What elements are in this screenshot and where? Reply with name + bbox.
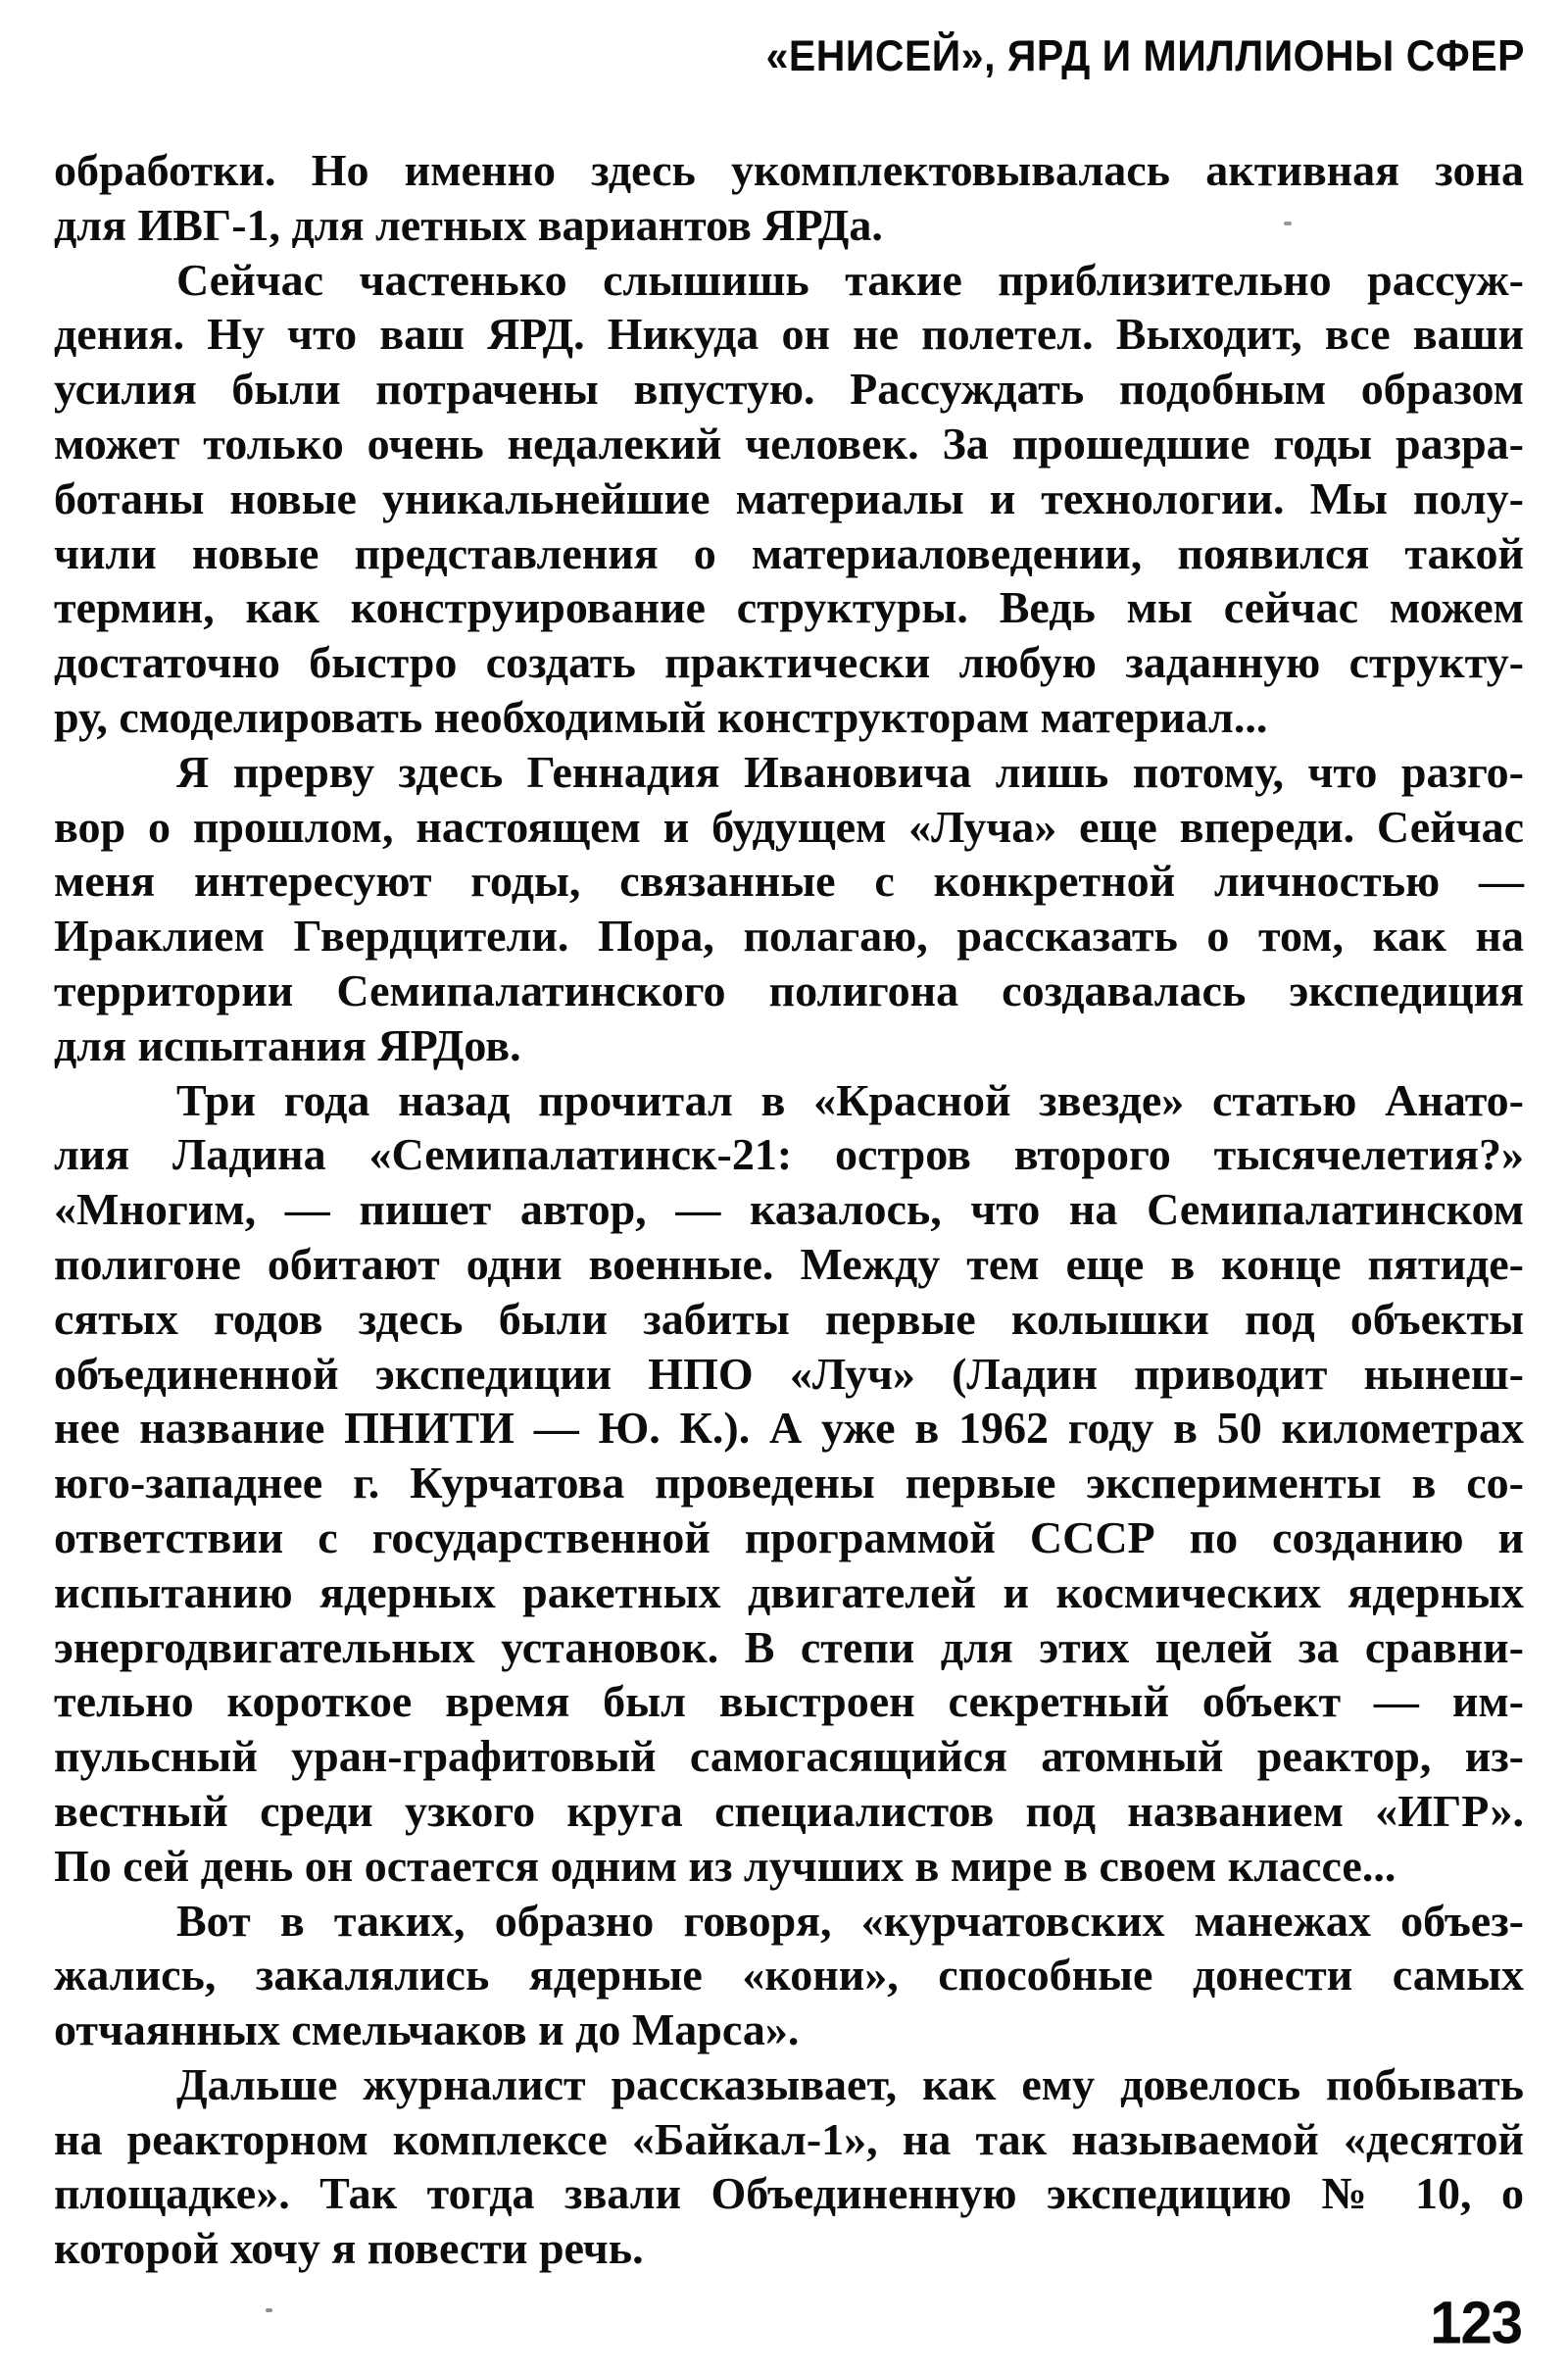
- scan-speck: [1284, 222, 1292, 225]
- text-line: площадке». Так тогда звали Объединенную экспедицию № 10, о: [54, 2168, 1524, 2219]
- text-line: которой хочу я повести речь.: [54, 2223, 644, 2274]
- text-line: для испытания ЯРДов.: [54, 1019, 521, 1070]
- page-number: 123: [1430, 2289, 1522, 2356]
- text-line: вестный среди узкого круга специалистов под названием «ИГР».: [54, 1785, 1524, 1836]
- text-line: энергодвигательных установок. В степи для этих целей за сравни-: [54, 1621, 1524, 1672]
- text-line: Ираклием Гвердцители. Пора, полагаю, рассказать о том, как на: [54, 911, 1524, 962]
- text-line: усилия были потрачены впустую. Рассуждать подобным образом: [54, 364, 1524, 415]
- text-line: лия Ладина «Семипалатинск-21: остров второго тысячелетия?»: [54, 1129, 1524, 1180]
- text-line: ру, смоделировать необходимый конструкторам материал...: [54, 691, 1268, 742]
- text-line: сятых годов здесь были забиты первые колышки под объекты: [54, 1293, 1524, 1344]
- running-header: «ЕНИСЕЙ», ЯРД И МИЛЛИОНЫ СФЕР: [765, 31, 1525, 80]
- text-line: Три года назад прочитал в «Красной звезде» статью Анато-: [176, 1074, 1524, 1125]
- text-line: По сей день он остается одним из лучших в мире в своем классе...: [54, 1840, 1396, 1891]
- text-line: «Многим, — пишет автор, — казалось, что на Семипалатинском: [54, 1184, 1524, 1235]
- text-line: чили новые представления о материаловедении, появился такой: [54, 527, 1524, 578]
- text-line: Я прерву здесь Геннадия Ивановича лишь потому, что разго-: [176, 746, 1524, 797]
- text-line: дения. Ну что ваш ЯРД. Никуда он не полетел. Выходит, все ваши: [54, 309, 1524, 360]
- text-line: полигоне обитают одни военные. Между тем еще в конце пятиде-: [54, 1238, 1524, 1289]
- text-line: обработки. Но именно здесь укомплектовывалась активная зона: [54, 145, 1524, 195]
- text-line: меня интересуют годы, связанные с конкретной личностью —: [54, 856, 1524, 907]
- text-line: для ИВГ-1, для летных вариантов ЯРДа.: [54, 199, 883, 250]
- text-line: Вот в таких, образно говоря, «курчатовских манежах объез-: [176, 1895, 1524, 1946]
- text-line: объединенной экспедиции НПО «Луч» (Ладин приводит нынеш-: [54, 1348, 1524, 1399]
- text-line: жались, закалялись ядерные «кони», способные донести самых: [54, 1950, 1524, 2001]
- scan-speck: [266, 2308, 272, 2312]
- text-line: нее название ПНИТИ — Ю. К.). А уже в 1962 году в 50 километрах: [54, 1403, 1524, 1454]
- text-line: термин, как конструирование структуры. Ведь мы сейчас можем: [54, 582, 1524, 633]
- text-line: может только очень недалекий человек. За прошедшие годы разра-: [54, 418, 1524, 469]
- text-line: территории Семипалатинского полигона создавалась экспедиция: [54, 964, 1524, 1015]
- text-line: пульсный уран-графитовый самогасящийся атомный реактор, из-: [54, 1731, 1524, 1782]
- text-line: Сейчас частенько слышишь такие приблизительно рассуж-: [176, 254, 1524, 305]
- text-line: на реакторном комплексе «Байкал-1», на так называемой «десятой: [54, 2113, 1524, 2164]
- text-line: достаточно быстро создать практически любую заданную структу-: [54, 637, 1524, 688]
- text-line: вор о прошлом, настоящем и будущем «Луча» еще впереди. Сейчас: [54, 801, 1524, 852]
- text-line: испытанию ядерных ракетных двигателей и космических ядерных: [54, 1566, 1524, 1617]
- text-block: [54, 143, 1524, 2276]
- text-line: Дальше журналист рассказывает, как ему довелось побывать: [176, 2058, 1524, 2109]
- text-line: юго-западнее г. Курчатова проведены первые эксперименты в со-: [54, 1458, 1524, 1508]
- text-line: ответствии с государственной программой СССР по созданию и: [54, 1511, 1524, 1562]
- text-line: отчаянных смельчаков и до Марса».: [54, 2004, 800, 2055]
- text-line: тельно короткое время был выстроен секретный объект — им-: [54, 1676, 1524, 1727]
- text-line: ботаны новые уникальнейшие материалы и технологии. Мы полу-: [54, 472, 1524, 523]
